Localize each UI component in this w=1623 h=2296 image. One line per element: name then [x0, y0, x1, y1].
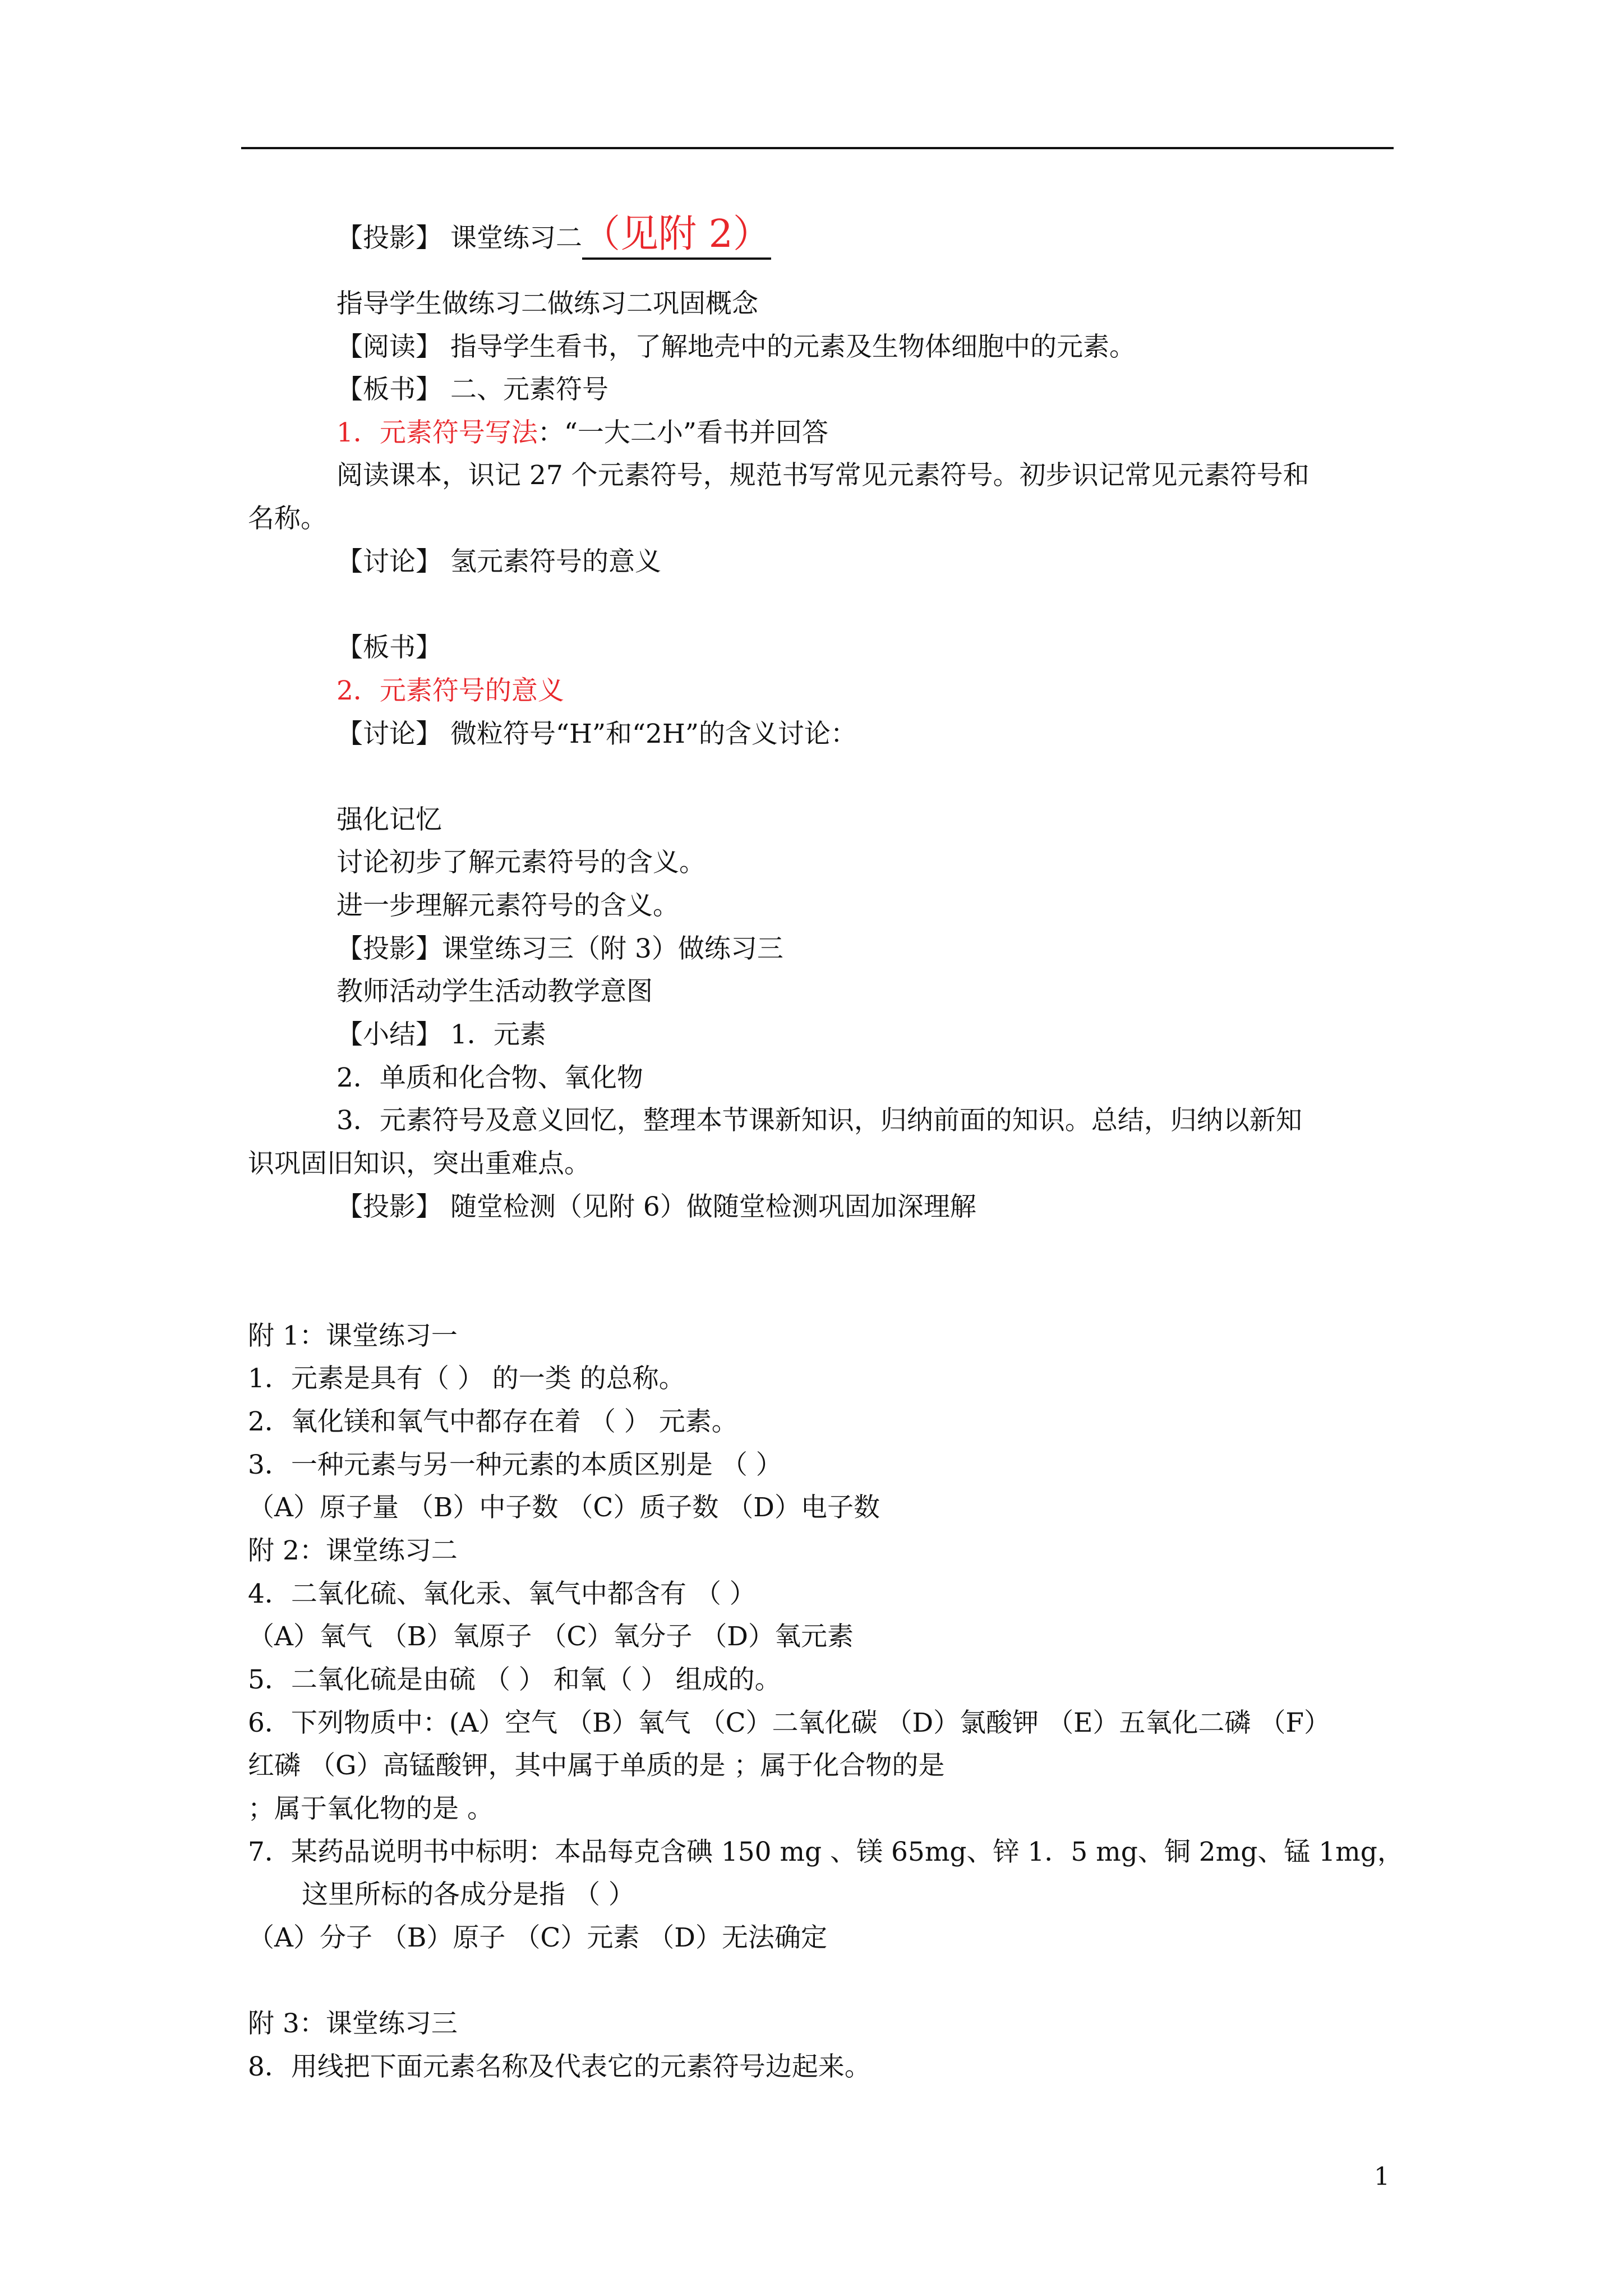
- appendix-3-heading: 附 3：课堂练习三: [248, 2008, 458, 2039]
- symbol-meaning-heading: 2．元素符号的意义: [336, 675, 564, 706]
- summary-2: 2．单质和化合物、氧化物: [336, 1062, 643, 1093]
- appendix-2-heading: 附 2：课堂练习二: [248, 1535, 458, 1566]
- further-understanding: 进一步理解元素符号的含义。: [336, 890, 679, 921]
- question-1: 1．元素是具有（ ） 的一类 的总称。: [248, 1363, 685, 1394]
- reading-section: 【阅读】 指导学生看书，了解地壳中的元素及生物体细胞中的元素。: [336, 332, 1136, 362]
- summary-3-line1: 3．元素符号及意义回忆，整理本节课新知识，归纳前面的知识。总结，归纳以新知: [336, 1105, 1302, 1136]
- projection-quiz: 【投影】 随堂检测（见附 6）做随堂检测巩固加深理解: [336, 1191, 976, 1222]
- discussion-particle-symbols: 【讨论】 微粒符号“H”和“2H”的含义讨论：: [336, 719, 857, 749]
- question-6-line2: 红磷 （G）高锰酸钾，其中属于单质的是 ；属于化合物的是: [248, 1750, 945, 1781]
- question-7-line1: 7．某药品说明书中标明：本品每克含碘 150 mg 、镁 65mg、锌 1．5 mg、铜 2mg、锰 1mg，: [248, 1837, 1404, 1867]
- question-6-line3: ；属于氧化物的是 。: [248, 1793, 494, 1824]
- question-7-line2: 这里所标的各成分是指 （ ）: [302, 1879, 635, 1910]
- summary-1: 【小结】 1．元素: [336, 1019, 546, 1050]
- projection-exercise-3: 【投影】课堂练习三（附 3）做练习三: [336, 933, 783, 964]
- activity-columns: 教师活动学生活动教学意图: [336, 976, 653, 1007]
- discussion-hydrogen: 【讨论】 氢元素符号的意义: [336, 546, 661, 577]
- discussion-initial: 讨论初步了解元素符号的含义。: [336, 847, 706, 878]
- reading-textbook-line2: 名称。: [248, 503, 327, 534]
- header-rule: [241, 147, 1394, 149]
- summary-3-line2: 识巩固旧知识，突出重难点。: [248, 1148, 591, 1179]
- question-5: 5．二氧化硫是由硫 （ ） 和氧（ ） 组成的。: [248, 1664, 781, 1695]
- question-7-options: （A）分子 （B）原子 （C）元素 （D）无法确定: [248, 1922, 827, 1953]
- question-2: 2．氧化镁和氧气中都存在着 （ ） 元素。: [248, 1406, 738, 1437]
- question-3: 3．一种元素与另一种元素的本质区别是 （ ）: [248, 1450, 782, 1480]
- question-4-options: （A）氧气 （B）氧原子 （C）氧分子 （D）氧元素: [248, 1621, 854, 1652]
- question-4: 4．二氧化硫、氧化汞、氧气中都含有 （ ）: [248, 1579, 756, 1609]
- guide-exercise-2: 指导学生做练习二做练习二巩固概念: [336, 288, 758, 319]
- question-6-line1: 6．下列物质中：(A）空气 （B）氧气 （C）二氧化碳 （D）氯酸钾 （E）五氧化二磷 （F）: [248, 1708, 1330, 1738]
- see-appendix-2: （见附 2）: [582, 212, 771, 260]
- reinforce-memory: 强化记忆: [336, 804, 442, 835]
- question-8: 8．用线把下面元素名称及代表它的元素符号边起来。: [248, 2051, 871, 2082]
- board-element-symbols: 【板书】 二、元素符号: [336, 374, 608, 405]
- page-number: 1: [1374, 2162, 1390, 2191]
- question-3-options: （A）原子量 （B）中子数 （C）质子数 （D）电子数: [248, 1492, 880, 1523]
- projection-label: 【投影】 课堂练习二: [336, 223, 582, 254]
- reading-textbook-line1: 阅读课本，识记 27 个元素符号，规范书写常见元素符号。初步识记常见元素符号和: [336, 460, 1310, 491]
- appendix-1-heading: 附 1：课堂练习一: [248, 1320, 458, 1351]
- board-label: 【板书】: [336, 632, 442, 663]
- symbol-writing-rule: 1．元素符号写法：“一大二小”看书并回答: [336, 417, 828, 448]
- line-projection-2: [336, 212, 771, 256]
